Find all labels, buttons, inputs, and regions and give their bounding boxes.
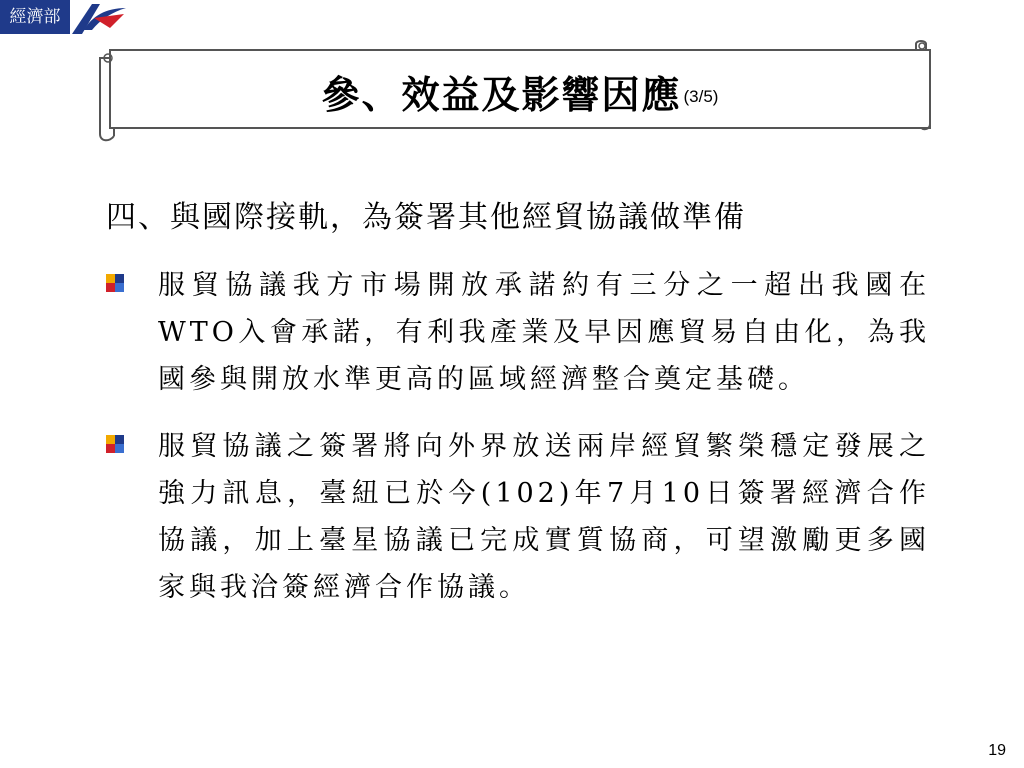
section-heading: 四、與國際接軌，為簽署其他經貿協議做準備 (106, 200, 746, 235)
slide-title-suffix: (3/5) (683, 87, 719, 106)
bullet-cube-icon (104, 272, 126, 294)
bullet-list (100, 262, 930, 631)
slide-title-area (112, 52, 928, 130)
page-number: 19 (988, 742, 1006, 759)
bullet-item (100, 262, 930, 403)
logo-text: 經濟部 (0, 0, 70, 34)
bullet-text: 服貿協議之簽署將向外界放送兩岸經貿繁榮穩定發展之強力訊息，臺紐已於今(102)年7月10日簽署經濟合作協議，加上臺星協議已完成實質協商，可望激勵更多國家與我洽簽經濟合作協議。 (158, 431, 930, 603)
bullet-item (100, 423, 930, 611)
bullet-cube-icon (104, 433, 126, 455)
bullet-text: 服貿協議我方市場開放承諾約有三分之一超出我國在WTO入會承諾，有利我產業及早因應貿易自由化，為我國參與開放水準更高的區域經濟整合奠定基礎。 (158, 270, 930, 395)
ministry-logo (0, 0, 130, 34)
slide-title: 參、效益及影響因應 (321, 71, 682, 117)
logo-swoosh-icon (70, 0, 130, 34)
